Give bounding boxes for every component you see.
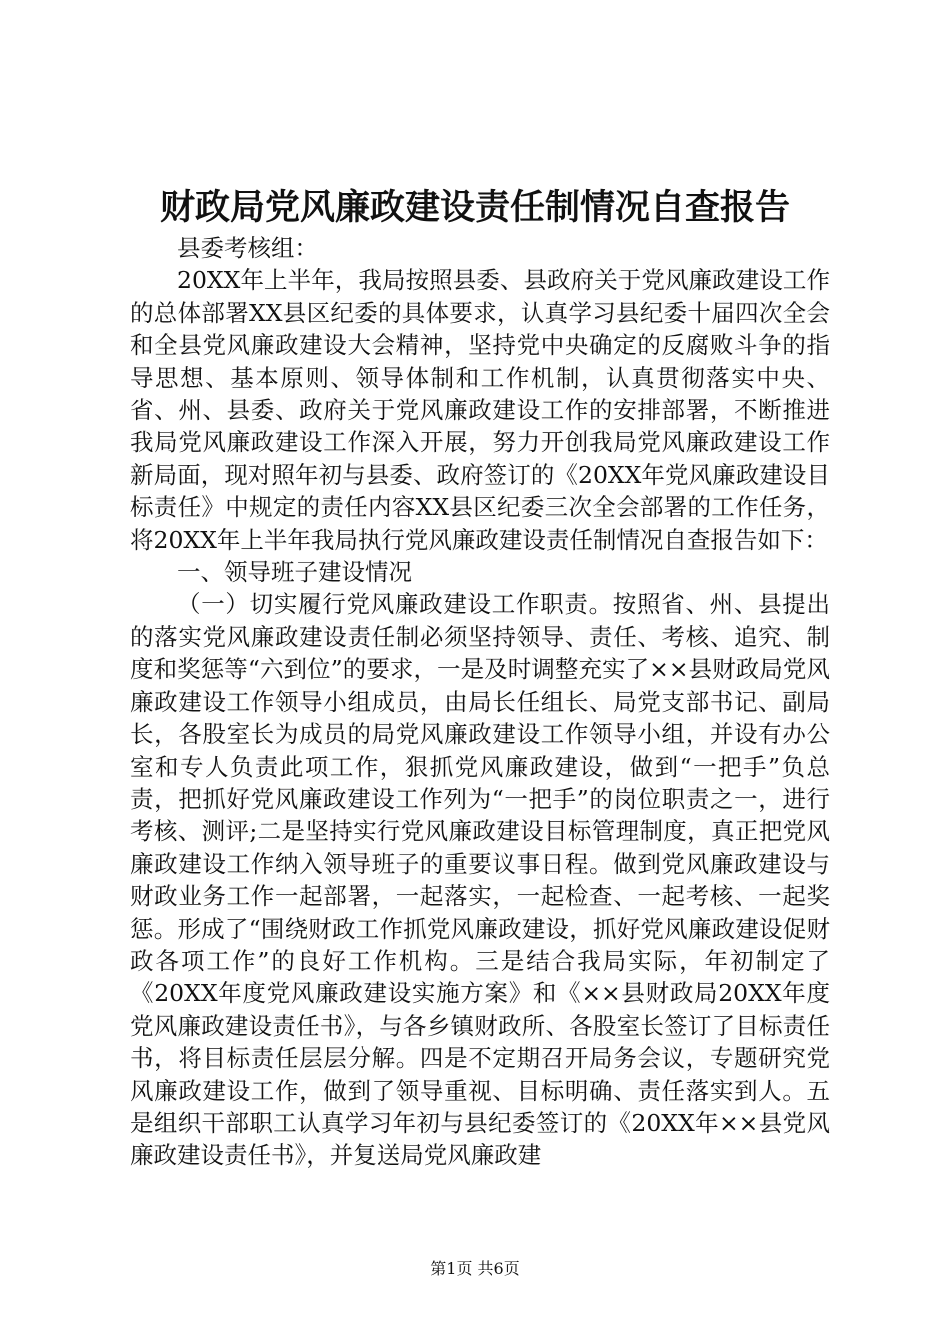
paragraph-intro: 20XX年上半年，我局按照县委、县政府关于党风廉政建设工作的总体部署XX县区纪委的具体要求，认真学习县纪委十届四次全会和全县党风廉政建设大会精神，坚持党中央确定的反腐败斗争的指导思想、基本原则、领导体制和工作机制，认真贯彻落实中央、省、州、县委、政府关于党风廉政建设工作的安排部署，不断推进我局党风廉政建设工作深入开展，努力开创我局党风廉政建设工作新局面，现对照年初与县委、政府签订的《20XX年党风廉政建设目标责任》中规定的责任内容XX县区纪委三次全会部署的工作任务，将20XX年上半年我局执行党风廉政建设责任制情况自查报告如下： (130, 266, 830, 554)
document-title: 财政局党风廉政建设责任制情况自查报告 (159, 187, 790, 228)
page-footer (0, 1258, 950, 1280)
paragraph-section-1: （一）切实履行党风廉政建设工作职责。按照省、州、县提出的落实党风廉政建设责任制必须坚持领导、责任、考核、追究、制度和奖惩等“六到位”的要求，一是及时调整充实了××县财政局党风廉政建设工作领导小组成员，由局长任组长、局党支部书记、副局长，各股室长为成员的局党风廉政建设工作领导小组，并设有办公室和专人负责此项工作，狠抓党风廉政建设，做到“一把手”负总责，把抓好党风廉政建设工作列为“一把手”的岗位职责之一，进行考核、测评;二是坚持实行党风廉政建设目标管理制度，真正把党风廉政建设工作纳入领导班子的重要议事日程。做到党风廉政建设与财政业务工作一起部署，一起落实，一起检查、一起考核、一起奖惩。形成了“围绕财政工作抓党风廉政建设，抓好党风廉政建设促财政各项工作”的良好工作机构。三是结合我局实际，年初制定了《20XX年度党风廉政建设实施方案》和《××县财政局20XX年度党风廉政建设责任书》，与各乡镇财政所、各股室长签订了目标责任书，将目标责任层层分解。四是不定期召开局务会议，专题研究党风廉政建设工作，做到了领导重视、目标明确、责任落实到人。五是组织干部职工认真学习年初与县纪委签订的《20XX年××县党风廉政建设责任书》，并复送局党风廉政建 (130, 590, 830, 1170)
section-heading: 一、领导班子建设情况 (177, 558, 412, 587)
document-body (130, 232, 830, 1172)
page-number: 第1页 共6页 (430, 1259, 520, 1278)
salutation: 县委考核组： (177, 234, 318, 262)
